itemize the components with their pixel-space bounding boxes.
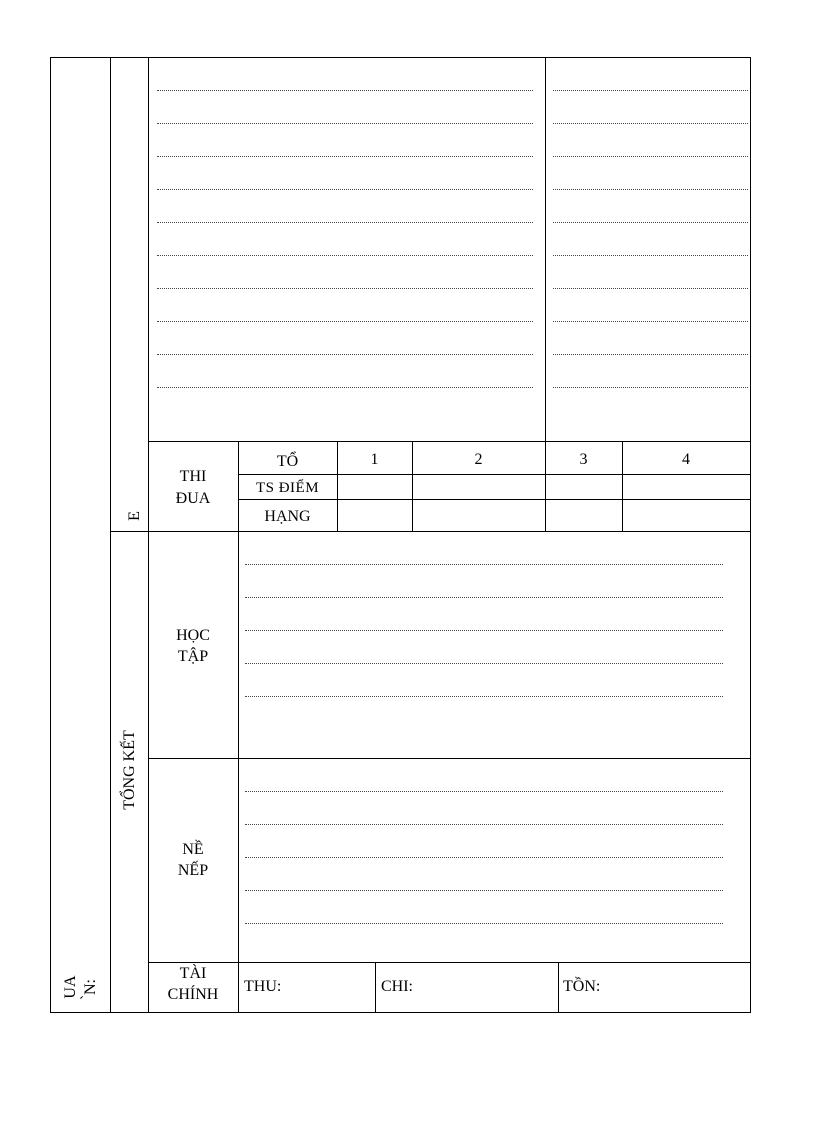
frame-bottom-border [50, 1012, 750, 1013]
thi-dua-row-line-2 [238, 499, 750, 500]
ne-nep-label-line2: NẾP [177, 862, 209, 879]
hoc-tap-label-line1: HỌC [176, 627, 210, 644]
team-header-2: 2 [474, 451, 483, 468]
frame-top-border [50, 57, 750, 58]
column-divider-1 [110, 57, 111, 1013]
team-header-3: 3 [579, 451, 588, 468]
frame-right-border [750, 57, 751, 1013]
side-col1-bottom: ̀N: [82, 979, 99, 995]
tai-chinh-divider-1 [375, 962, 376, 1013]
team-header-4: 4 [682, 451, 690, 468]
thi-dua-label-line1: THI [179, 468, 207, 485]
thi-dua-row-line-1 [238, 474, 750, 475]
thi-dua-bottom-border [110, 531, 750, 532]
ne-nep-label-line1: NỀ [182, 841, 204, 858]
content-label-divider [238, 531, 239, 1013]
row-label-ts-diem: TS ĐIỂM [255, 480, 320, 496]
hoc-tap-bottom-border [148, 758, 750, 759]
ne-nep-bottom-border [148, 962, 750, 963]
tai-chinh-label-line1: TÀI [179, 965, 207, 982]
chi-field-label: CHI: [381, 978, 413, 995]
thi-dua-label-line2: ĐUA [175, 490, 211, 507]
row-label-to: TỔ [276, 453, 299, 470]
thu-field-label: THU: [244, 978, 282, 995]
notes-divider [545, 57, 546, 441]
row-label-hang: HẠNG [264, 508, 311, 525]
team-header-1: 1 [370, 451, 379, 468]
side-section-label: TỔNG KẾT [121, 730, 138, 810]
side-top-fragment: E [126, 511, 143, 521]
side-col1-top: UA [62, 975, 79, 999]
hoc-tap-label-line2: TẬP [177, 648, 209, 665]
tai-chinh-label-line2: CHÍNH [167, 986, 219, 1003]
frame-left-border [50, 57, 51, 1013]
ton-field-label: TỒN: [563, 978, 601, 995]
tai-chinh-divider-2 [558, 962, 559, 1013]
